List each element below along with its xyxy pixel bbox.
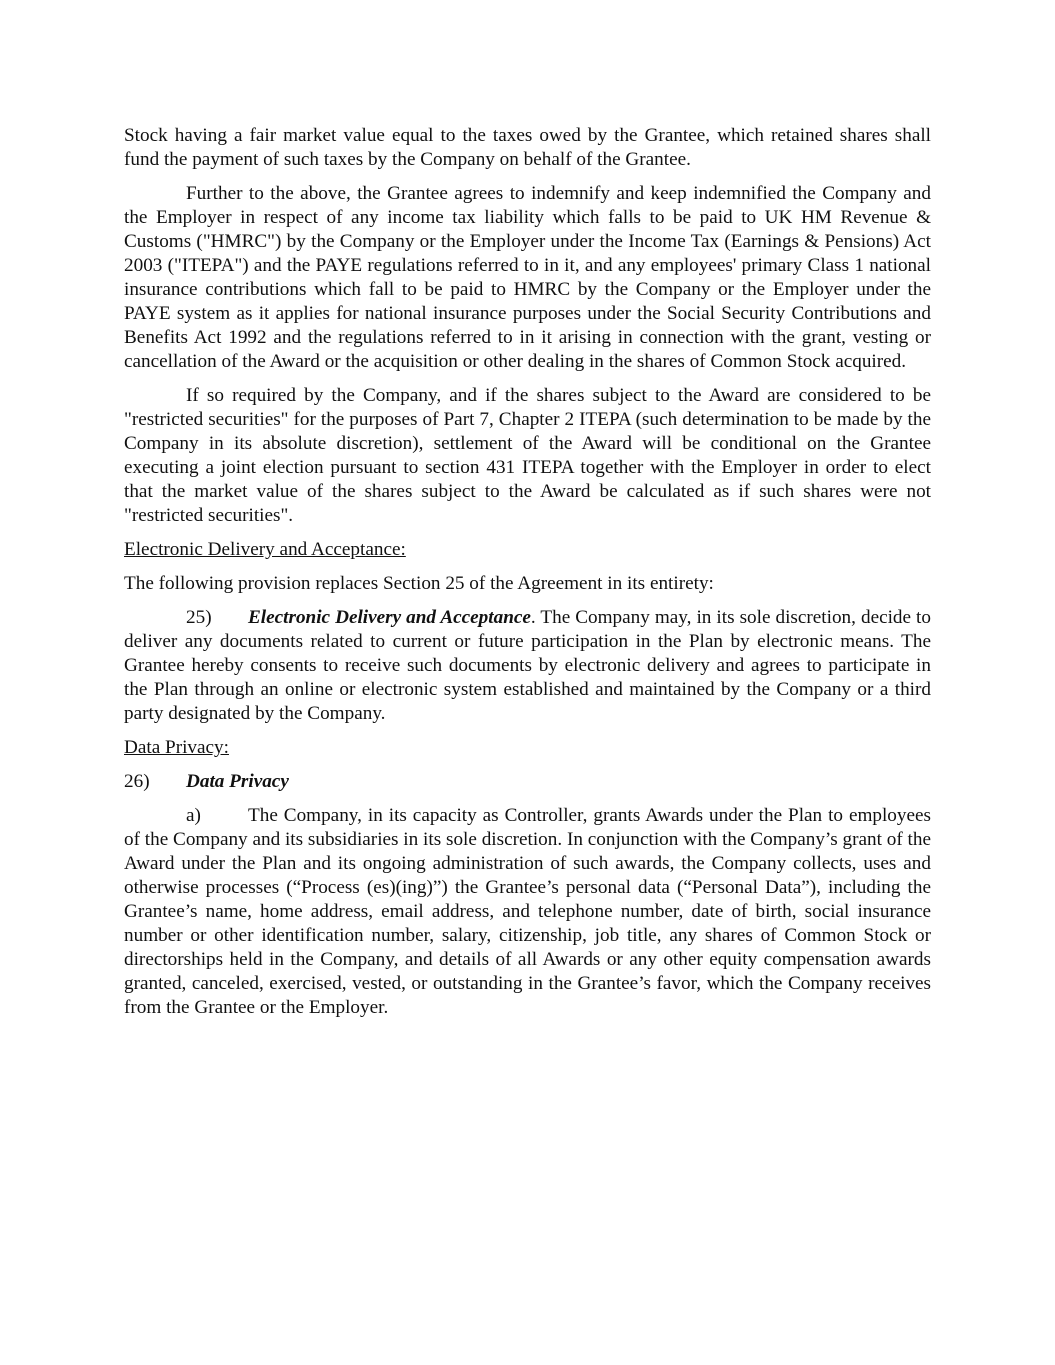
- section-25-title: Electronic Delivery and Acceptance: [248, 607, 531, 628]
- section-26-title: Data Privacy: [186, 771, 289, 792]
- section-26a: [124, 804, 931, 1020]
- heading-electronic-delivery: Electronic Delivery and Acceptance:: [124, 539, 406, 560]
- section-25: [124, 606, 931, 726]
- paragraph-indemnify: Further to the above, the Grantee agrees to indemnify and keep indemnified the Company and the Employer in respect of any income tax liability which falls to be paid to UK HM Revenue & Customs ("HMRC") by the Company or the Employer under the Income Tax (Earnings & Pensions) Act 2003 ("ITEPA") and the PAYE regulations referred to in it, and any employees' primary Class 1 national insurance contributions which fall to be paid to HMRC by the Company or the Employer under the PAYE system as it applies for national insurance purposes under the Social Security Contributions and Benefits Act 1992 and the regulations referred to in it arising in connection with the grant, vesting or cancellation of the Award or the acquisition or other dealing in the shares of Common Stock acquired.: [124, 183, 931, 372]
- paragraph-replaces-section-25: The following provision replaces Section 25 of the Agreement in its entirety:: [124, 573, 714, 594]
- paragraph-restricted-securities: If so required by the Company, and if the shares subject to the Award are considered to be "restricted securities" for the purposes of Part 7, Chapter 2 ITEPA (such determination to be made by the Company in its absolute discretion), settlement of the Award will be conditional on the Grantee executing a joint election pursuant to section 431 ITEPA together with the Employer in order to elect that the market value of the shares subject to the Award be calculated as if such shares were not "restricted securities".: [124, 385, 931, 526]
- section-25-body: . The Company may, in its sole discretion, decide to deliver any documents related to current or future participation in the Plan by electronic means. The Grantee hereby consents to receive such documents by electronic delivery and agrees to participate in the Plan through an online or electronic system established and maintained by the Company or a third party designated by the Company.: [124, 607, 931, 724]
- section-25-number: 25): [186, 607, 212, 628]
- document-page: [124, 124, 931, 1030]
- section-26: [124, 770, 931, 794]
- section-26a-body: The Company, in its capacity as Controller, grants Awards under the Plan to employees of the Company and its subsidiaries in its sole discretion. In conjunction with the Company’s grant of the Award under the Plan and its ongoing administration of such awards, the Company collects, uses and otherwise processes (“Process (es)(ing)”) the Grantee’s personal data (“Personal Data”), including the Grantee’s name, home address, email address, and telephone number, date of birth, social insurance number or other identification number, salary, citizenship, job title, any shares of Common Stock or directorships held in the Company, and details of all Awards or any other equity compensation awards granted, canceled, exercised, vested, or outstanding in the Grantee’s favor, which the Company receives from the Grantee or the Employer.: [124, 805, 931, 1018]
- heading-data-privacy: Data Privacy:: [124, 737, 229, 758]
- section-26a-label: a): [186, 805, 201, 826]
- paragraph-tax-stock: Stock having a fair market value equal to the taxes owed by the Grantee, which retained shares shall fund the payment of such taxes by the Company on behalf of the Grantee.: [124, 125, 931, 170]
- section-26-number: 26): [124, 771, 150, 792]
